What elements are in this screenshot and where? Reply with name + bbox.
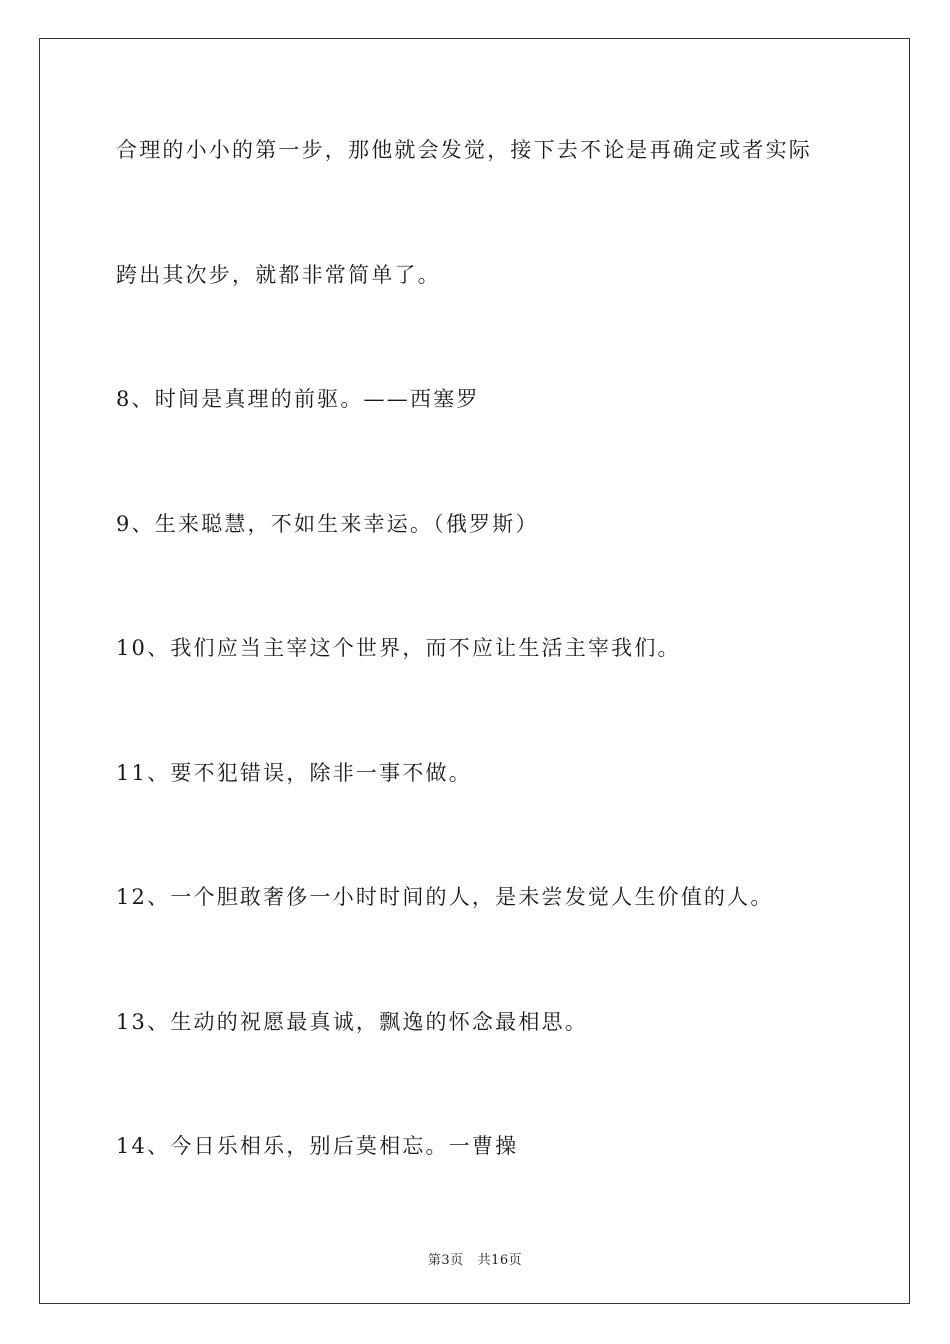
text-line: 8、时间是真理的前驱。——西塞罗 — [116, 387, 480, 411]
page-footer — [0, 1249, 950, 1268]
text-line: 10、我们应当主宰这个世界，而不应让生活主宰我们。 — [116, 636, 681, 660]
text-line: 9、生来聪慧，不如生来幸运。（俄罗斯） — [116, 512, 539, 536]
text-line: 跨出其次步，就都非常简单了。 — [116, 263, 441, 287]
text-line: 13、生动的祝愿最真诚，飘逸的怀念最相思。 — [116, 1010, 588, 1034]
text-line: 14、今日乐相乐，别后莫相忘。一曹操 — [116, 1134, 519, 1158]
text-line: 12、一个胆敢奢侈一小时时间的人，是未尝发觉人生价值的人。 — [116, 885, 774, 909]
page-total: 共16页 — [477, 1253, 523, 1268]
text-line: 合理的小小的第一步，那他就会发觉，接下去不论是再确定或者实际 — [116, 138, 812, 162]
page-frame — [39, 38, 910, 1304]
page-number: 第3页 — [427, 1253, 464, 1268]
text-line: 11、要不犯错误，除非一事不做。 — [116, 761, 472, 785]
